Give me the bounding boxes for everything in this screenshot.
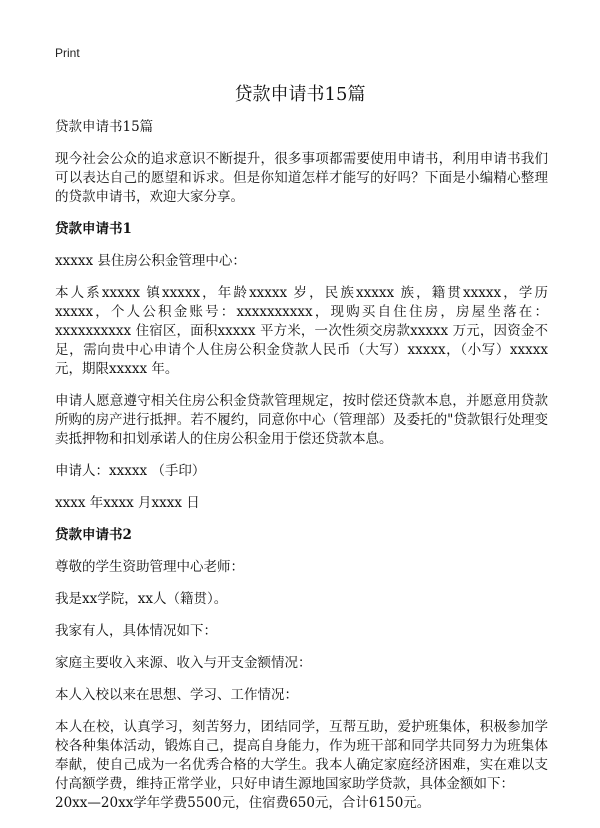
section-2-line-4: 本人入校以来在思想、学习、工作情况： xyxy=(55,687,298,703)
subtitle: 贷款申请书15篇 xyxy=(55,119,154,135)
document-body xyxy=(55,118,548,826)
section-2-heading: 贷款申请书2 xyxy=(55,527,132,543)
document-title: 贷款申请书15篇 xyxy=(234,84,366,105)
section-2-paragraph-1-tail: 20xx—20xx学年学费5500元，住宿费650元，合计6150元。 xyxy=(55,795,431,811)
section-1-paragraph-2: 申请人愿意遵守相关住房公积金贷款管理规定，按时偿还贷款本息，并愿意用贷款所购的房产进行抵押。若不履约，同意你中心（管理部）及委托的"贷款银行处理变卖抵押物和扣划承诺人的住房公积金用于偿还贷款本息。 xyxy=(55,393,548,447)
section-1-date: xxxx 年xxxx 月xxxx 日 xyxy=(55,495,200,511)
section-2-paragraph-1: 本人在校，认真学习，刻苦努力，团结同学，互帮互助，爱护班集体，积极参加学校各种集体活动，锻炼自己，提高自身能力，作为班干部和同学共同努力为班集体奉献，使自己成为一名优秀合格的大学生。我本人确定家庭经济困难，实在难以支付高额学费，维持正常学业，只好申请生源地国家助学贷款，具体金额如下： xyxy=(55,719,548,792)
section-2-line-1: 我是xx学院，xx人（籍贯）。 xyxy=(55,591,228,607)
section-1-addressee: xxxxx 县住房公积金管理中心： xyxy=(55,253,246,269)
print-label: Print xyxy=(55,46,80,60)
section-1-paragraph-1: 本人系xxxxx 镇xxxxx，年龄xxxxx 岁，民族xxxxx 族，籍贯xxxxx，学历xxxxx，个人公积金账号：xxxxxxxxxx，现购买自住住房，房屋坐落在：xxxxxxxxxx 住宿区，面积xxxxx 平方米，一次性须交房款xxxxx 万元，因资金不足，需向贵中心申请个人住房公积金贷款人民币（大写）xxxxx，（小写）xxxxx 元，期限xxxxx 年。 xyxy=(55,285,548,377)
section-2-line-3: 家庭主要收入来源、收入与开支金额情况： xyxy=(55,655,312,671)
section-1-heading: 贷款申请书1 xyxy=(55,221,132,237)
section-2-addressee: 尊敬的学生资助管理中心老师： xyxy=(55,559,244,575)
intro-paragraph: 现今社会公众的追求意识不断提升，很多事项都需要使用申请书，利用申请书我们可以表达自己的愿望和诉求。但是你知道怎样才能写的好吗？下面是小编精心整理的贷款申请书，欢迎大家分享。 xyxy=(55,151,548,205)
section-2-line-2: 我家有人，具体情况如下： xyxy=(55,623,217,639)
section-1-applicant: 申请人：xxxxx （手印） xyxy=(55,463,206,479)
